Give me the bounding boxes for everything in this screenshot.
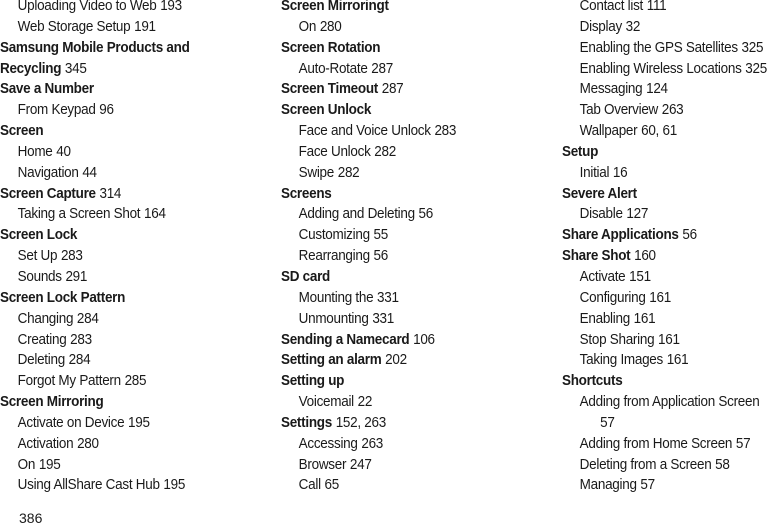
index-term: Messaging: [579, 81, 643, 98]
page-reference: 285: [124, 373, 147, 390]
index-term: Forgot My Pattern: [17, 373, 121, 390]
index-subentry: [0, 17, 244, 38]
page-reference: 314: [99, 185, 122, 202]
index-term: Customizing: [298, 227, 370, 244]
index-term: Enabling: [579, 310, 630, 327]
index-heading: [281, 0, 525, 17]
page-reference: 325: [745, 60, 767, 77]
index-subentry: [281, 163, 525, 184]
page-reference: 124: [646, 81, 668, 98]
index-term: Activate: [579, 268, 626, 285]
page-reference: 55: [373, 227, 388, 244]
index-term: Swipe: [298, 164, 335, 181]
index-heading: [0, 288, 244, 309]
page-reference: 161: [658, 331, 680, 348]
index-term: Managing: [579, 477, 637, 494]
index-subentry: [281, 204, 525, 225]
page-reference: 325: [741, 39, 764, 56]
index-subentry: [281, 225, 525, 246]
index-term: Tab Overview: [579, 102, 659, 119]
page-reference: 284: [68, 352, 91, 369]
index-heading: [562, 246, 781, 267]
index-subentry: [0, 475, 244, 496]
index-term: Mounting the: [298, 289, 374, 306]
index-term: Web Storage Setup: [17, 18, 131, 35]
page-reference: 247: [349, 456, 372, 473]
index-heading: [0, 392, 244, 413]
page-reference: 287: [371, 60, 393, 77]
index-term: Screen Timeout: [281, 81, 379, 98]
page-reference: 195: [163, 477, 186, 494]
page-reference: 164: [144, 206, 166, 223]
page-reference: 195: [38, 456, 61, 473]
page-reference: 152, 263: [335, 414, 386, 431]
page-reference: 65: [324, 477, 339, 494]
index-term: Activate on Device: [17, 414, 125, 431]
index-term: Adding and Deleting: [298, 206, 415, 223]
index-subentry: [0, 413, 244, 434]
index-subentry: [562, 475, 781, 496]
page-reference: 56: [373, 248, 388, 265]
index-term: Contact list: [579, 0, 644, 14]
index-term: From Keypad: [17, 102, 96, 119]
index-term: Display: [579, 18, 622, 35]
index-term: Accessing: [298, 435, 358, 452]
index-subentry: [562, 100, 781, 121]
index-subentry: [0, 163, 244, 184]
index-subentry: [0, 371, 244, 392]
index-heading: [562, 184, 781, 205]
page-reference: 57: [640, 477, 655, 494]
index-term: Voicemail: [298, 394, 354, 411]
page-reference: 282: [337, 164, 360, 181]
index-subentry: [0, 0, 244, 17]
page-reference: 284: [76, 310, 99, 327]
index-heading: [281, 267, 525, 288]
index-term: Shortcuts: [562, 373, 623, 390]
index-term: Activation: [17, 435, 74, 452]
index-term: Adding from Home Screen: [579, 435, 733, 452]
index-subentry: [562, 413, 781, 434]
index-term: Sounds: [17, 268, 62, 285]
index-subentry: [281, 246, 525, 267]
page-reference: 161: [633, 310, 656, 327]
page-reference: 283: [70, 331, 92, 348]
page-reference: 263: [661, 102, 684, 119]
page-reference: 57: [600, 414, 615, 431]
index-subentry: [0, 309, 244, 330]
page-reference: 106: [413, 331, 435, 348]
index-term: Initial: [579, 164, 610, 181]
page-reference: 44: [82, 164, 97, 181]
page-reference: 283: [60, 248, 83, 265]
index-heading: [0, 225, 244, 246]
page-reference: 161: [649, 289, 671, 306]
index-heading: [562, 142, 781, 163]
index-term: Screen Lock Pattern: [0, 289, 126, 306]
page-reference: 151: [629, 268, 651, 285]
index-term: Share Applications: [562, 227, 679, 244]
index-term: Stop Sharing: [579, 331, 655, 348]
index-subentry: [0, 142, 244, 163]
index-term: Sending a Namecard: [281, 331, 410, 348]
index-term: Call: [298, 477, 321, 494]
index-subentry: [562, 204, 781, 225]
index-term: Wallpaper: [579, 123, 638, 140]
index-subentry: [562, 163, 781, 184]
index-term: Enabling the GPS Satellites: [579, 39, 738, 56]
index-heading: [281, 79, 525, 100]
index-heading: [0, 38, 244, 59]
index-term: Adding from Application Screen: [579, 394, 760, 411]
index-term: SD card: [281, 268, 331, 285]
index-heading: [0, 121, 244, 142]
index-term: Screen Mirroring: [0, 394, 104, 411]
page-reference: 202: [385, 352, 407, 369]
index-subentry: [281, 309, 525, 330]
index-subentry: [562, 38, 781, 59]
index-term: Deleting from a Screen: [579, 456, 712, 473]
index-term: Browser: [298, 456, 347, 473]
index-term: Setting an alarm: [281, 352, 382, 369]
index-term: Screens: [281, 185, 332, 202]
page-reference: 280: [319, 18, 342, 35]
page-reference: 291: [65, 268, 88, 285]
index-subentry: [562, 350, 781, 371]
index-term: Screen: [0, 123, 44, 140]
index-subentry: [562, 392, 781, 413]
index-term: Home: [17, 143, 53, 160]
index-subentry: [281, 59, 525, 80]
index-term: Set Up: [17, 248, 58, 265]
page-reference: 32: [625, 18, 641, 35]
index-heading: [281, 100, 525, 121]
index-heading: [281, 413, 525, 434]
index-subentry: [0, 330, 244, 351]
index-term: Creating: [17, 331, 67, 348]
page-reference: 22: [357, 394, 373, 411]
page-reference: 57: [735, 435, 751, 452]
index-column-3: [562, 0, 781, 496]
index-subentry: [562, 0, 781, 17]
index-subentry: [281, 434, 525, 455]
page-reference: 160: [634, 248, 656, 265]
index-heading: [281, 350, 525, 371]
index-heading: [281, 38, 525, 59]
index-term: Samsung Mobile Products and: [0, 39, 190, 56]
index-term: Using AllShare Cast Hub: [17, 477, 160, 494]
index-term: Unmounting: [298, 310, 369, 327]
index-subentry: [562, 434, 781, 455]
page-reference: 40: [56, 143, 71, 160]
index-subentry: [281, 455, 525, 476]
page-reference: 195: [128, 414, 150, 431]
index-term: Rearranging: [298, 248, 370, 265]
index-heading: [562, 225, 781, 246]
index-term: Severe Alert: [562, 185, 637, 202]
index-term: On: [17, 456, 36, 473]
page-reference: 56: [682, 227, 697, 244]
page-reference: 58: [715, 456, 730, 473]
index-subentry: [562, 330, 781, 351]
index-term: Settings: [281, 414, 332, 431]
index-term: Auto-Rotate: [298, 60, 368, 77]
index-heading: [281, 371, 525, 392]
index-subentry: [281, 142, 525, 163]
index-term: Recycling: [0, 60, 62, 77]
page-reference: 283: [434, 123, 457, 140]
page-reference: 161: [666, 352, 689, 369]
index-subentry: [562, 288, 781, 309]
index-term: Navigation: [17, 164, 79, 181]
index-term: Face and Voice Unlock: [298, 123, 431, 140]
index-term: Save a Number: [0, 81, 94, 98]
index-subentry: [0, 100, 244, 121]
index-heading: [0, 79, 244, 100]
page-reference: 193: [160, 0, 182, 14]
index-subentry: [0, 434, 244, 455]
page-reference: 331: [372, 310, 394, 327]
index-term: Taking a Screen Shot: [17, 206, 141, 223]
index-subentry: [562, 121, 781, 142]
page-reference: 96: [99, 102, 114, 119]
page-reference: 60, 61: [641, 123, 677, 140]
index-subentry: [281, 392, 525, 413]
index-subentry: [562, 59, 781, 80]
index-subentry: [0, 246, 244, 267]
index-subentry: [0, 455, 244, 476]
page-reference: 287: [381, 81, 404, 98]
page-reference: 56: [418, 206, 433, 223]
index-term: Configuring: [579, 289, 646, 306]
index-subentry: [281, 121, 525, 142]
index-term: Screen Mirroringt: [281, 0, 389, 14]
index-subentry: [562, 17, 781, 38]
index-subentry: [0, 267, 244, 288]
index-term: Screen Unlock: [281, 102, 372, 119]
index-term: Screen Rotation: [281, 39, 381, 56]
page-reference: 111: [646, 0, 667, 14]
index-term: Enabling Wireless Locations: [579, 60, 742, 77]
page-reference: 191: [134, 18, 156, 35]
index-heading: [281, 330, 525, 351]
index-heading: [562, 371, 781, 392]
index-term: Disable: [579, 206, 623, 223]
index-term: Share Shot: [562, 248, 631, 265]
index-subentry: [281, 288, 525, 309]
index-subentry: [562, 267, 781, 288]
index-term: Uploading Video to Web: [17, 0, 157, 14]
index-subentry: [562, 79, 781, 100]
index-heading: [0, 184, 244, 205]
index-term: Taking Images: [579, 352, 663, 369]
index-term: Changing: [17, 310, 74, 327]
index-heading: [281, 184, 525, 205]
index-term: Screen Capture: [0, 185, 96, 202]
page-reference: 127: [626, 206, 649, 223]
index-term: Face Unlock: [298, 143, 371, 160]
page-reference: 280: [77, 435, 99, 452]
index-column-1: [0, 0, 262, 496]
index-subentry: [281, 475, 525, 496]
page-number: 386: [19, 510, 43, 526]
index-subentry: [0, 204, 244, 225]
index-subentry: [562, 309, 781, 330]
page-reference: 345: [64, 60, 87, 77]
index-term: Setup: [562, 143, 599, 160]
index-column-2: [281, 0, 543, 496]
index-subentry: [281, 17, 525, 38]
page-reference: 16: [612, 164, 628, 181]
page-reference: 331: [377, 289, 399, 306]
index-subentry: [562, 455, 781, 476]
page-reference: 282: [374, 143, 396, 160]
index-heading: [0, 59, 244, 80]
index-subentry: [0, 350, 244, 371]
index-term: Screen Lock: [0, 227, 78, 244]
index-term: Setting up: [281, 373, 345, 390]
page-reference: 263: [361, 435, 384, 452]
index-term: On: [298, 18, 317, 35]
index-term: Deleting: [17, 352, 65, 369]
